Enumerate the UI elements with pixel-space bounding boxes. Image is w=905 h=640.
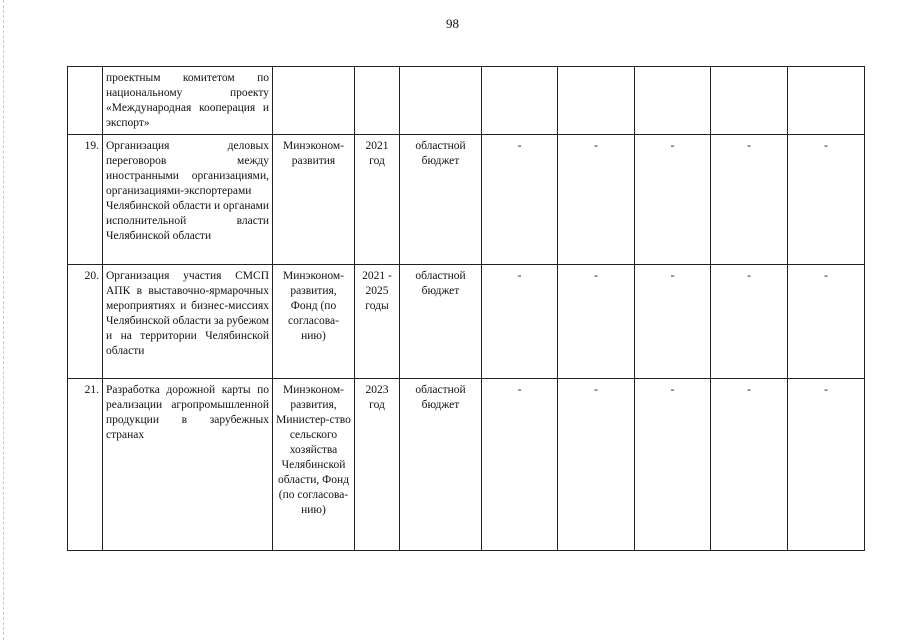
- measure-description: Организация участия СМСП АПК в выставочно-ярмарочных мероприятиях и бизнес-миссиях Челябинской области за рубежом и на территории Челябинской области: [103, 265, 273, 379]
- funding-source: областной бюджет: [400, 135, 482, 265]
- table-row: [68, 135, 865, 265]
- row-number: 21.: [68, 379, 103, 551]
- measure-executor: Минэконом-развития, Фонд (по согласова-нию): [273, 265, 355, 379]
- scan-edge-line: [3, 0, 4, 640]
- funding-value: [482, 67, 558, 135]
- funding-value: -: [711, 379, 788, 551]
- funding-value: -: [788, 135, 865, 265]
- funding-value: -: [558, 135, 635, 265]
- measure-description: Разработка дорожной карты по реализации агропромышленной продукции в зарубежных странах: [103, 379, 273, 551]
- funding-value: -: [788, 265, 865, 379]
- funding-value: -: [482, 379, 558, 551]
- funding-value: -: [482, 135, 558, 265]
- funding-value: -: [635, 135, 711, 265]
- funding-value: -: [482, 265, 558, 379]
- page-number: 98: [446, 16, 459, 31]
- funding-value: -: [635, 379, 711, 551]
- measure-description: проектным комитетом по национальному проекту «Международная кооперация и экспорт»: [103, 67, 273, 135]
- measure-executor: Минэконом-развития: [273, 135, 355, 265]
- table-row: [68, 379, 865, 551]
- measure-executor: Минэконом-развития, Министер-ство сельского хозяйства Челябинской области, Фонд (по согласова-нию): [273, 379, 355, 551]
- funding-value: -: [558, 265, 635, 379]
- funding-value: [788, 67, 865, 135]
- funding-source: областной бюджет: [400, 265, 482, 379]
- funding-value: -: [788, 379, 865, 551]
- funding-value: [635, 67, 711, 135]
- measure-term: 2021 год: [355, 135, 400, 265]
- table-row: [68, 265, 865, 379]
- funding-value: -: [711, 265, 788, 379]
- measure-description: Организация деловых переговоров между иностранными организациями, организациями-экспортерами Челябинской области и органами исполнительной власти Челябинской области: [103, 135, 273, 265]
- funding-value: [558, 67, 635, 135]
- row-number: 20.: [68, 265, 103, 379]
- measures-table: [67, 66, 865, 551]
- funding-value: [711, 67, 788, 135]
- measure-term: [355, 67, 400, 135]
- funding-source: [400, 67, 482, 135]
- measure-executor: [273, 67, 355, 135]
- table-row-continuation: [68, 67, 865, 135]
- row-number: [68, 67, 103, 135]
- funding-source: областной бюджет: [400, 379, 482, 551]
- row-number: 19.: [68, 135, 103, 265]
- funding-value: -: [711, 135, 788, 265]
- funding-value: -: [558, 379, 635, 551]
- measure-term: 2021 - 2025 годы: [355, 265, 400, 379]
- measure-term: 2023 год: [355, 379, 400, 551]
- funding-value: -: [635, 265, 711, 379]
